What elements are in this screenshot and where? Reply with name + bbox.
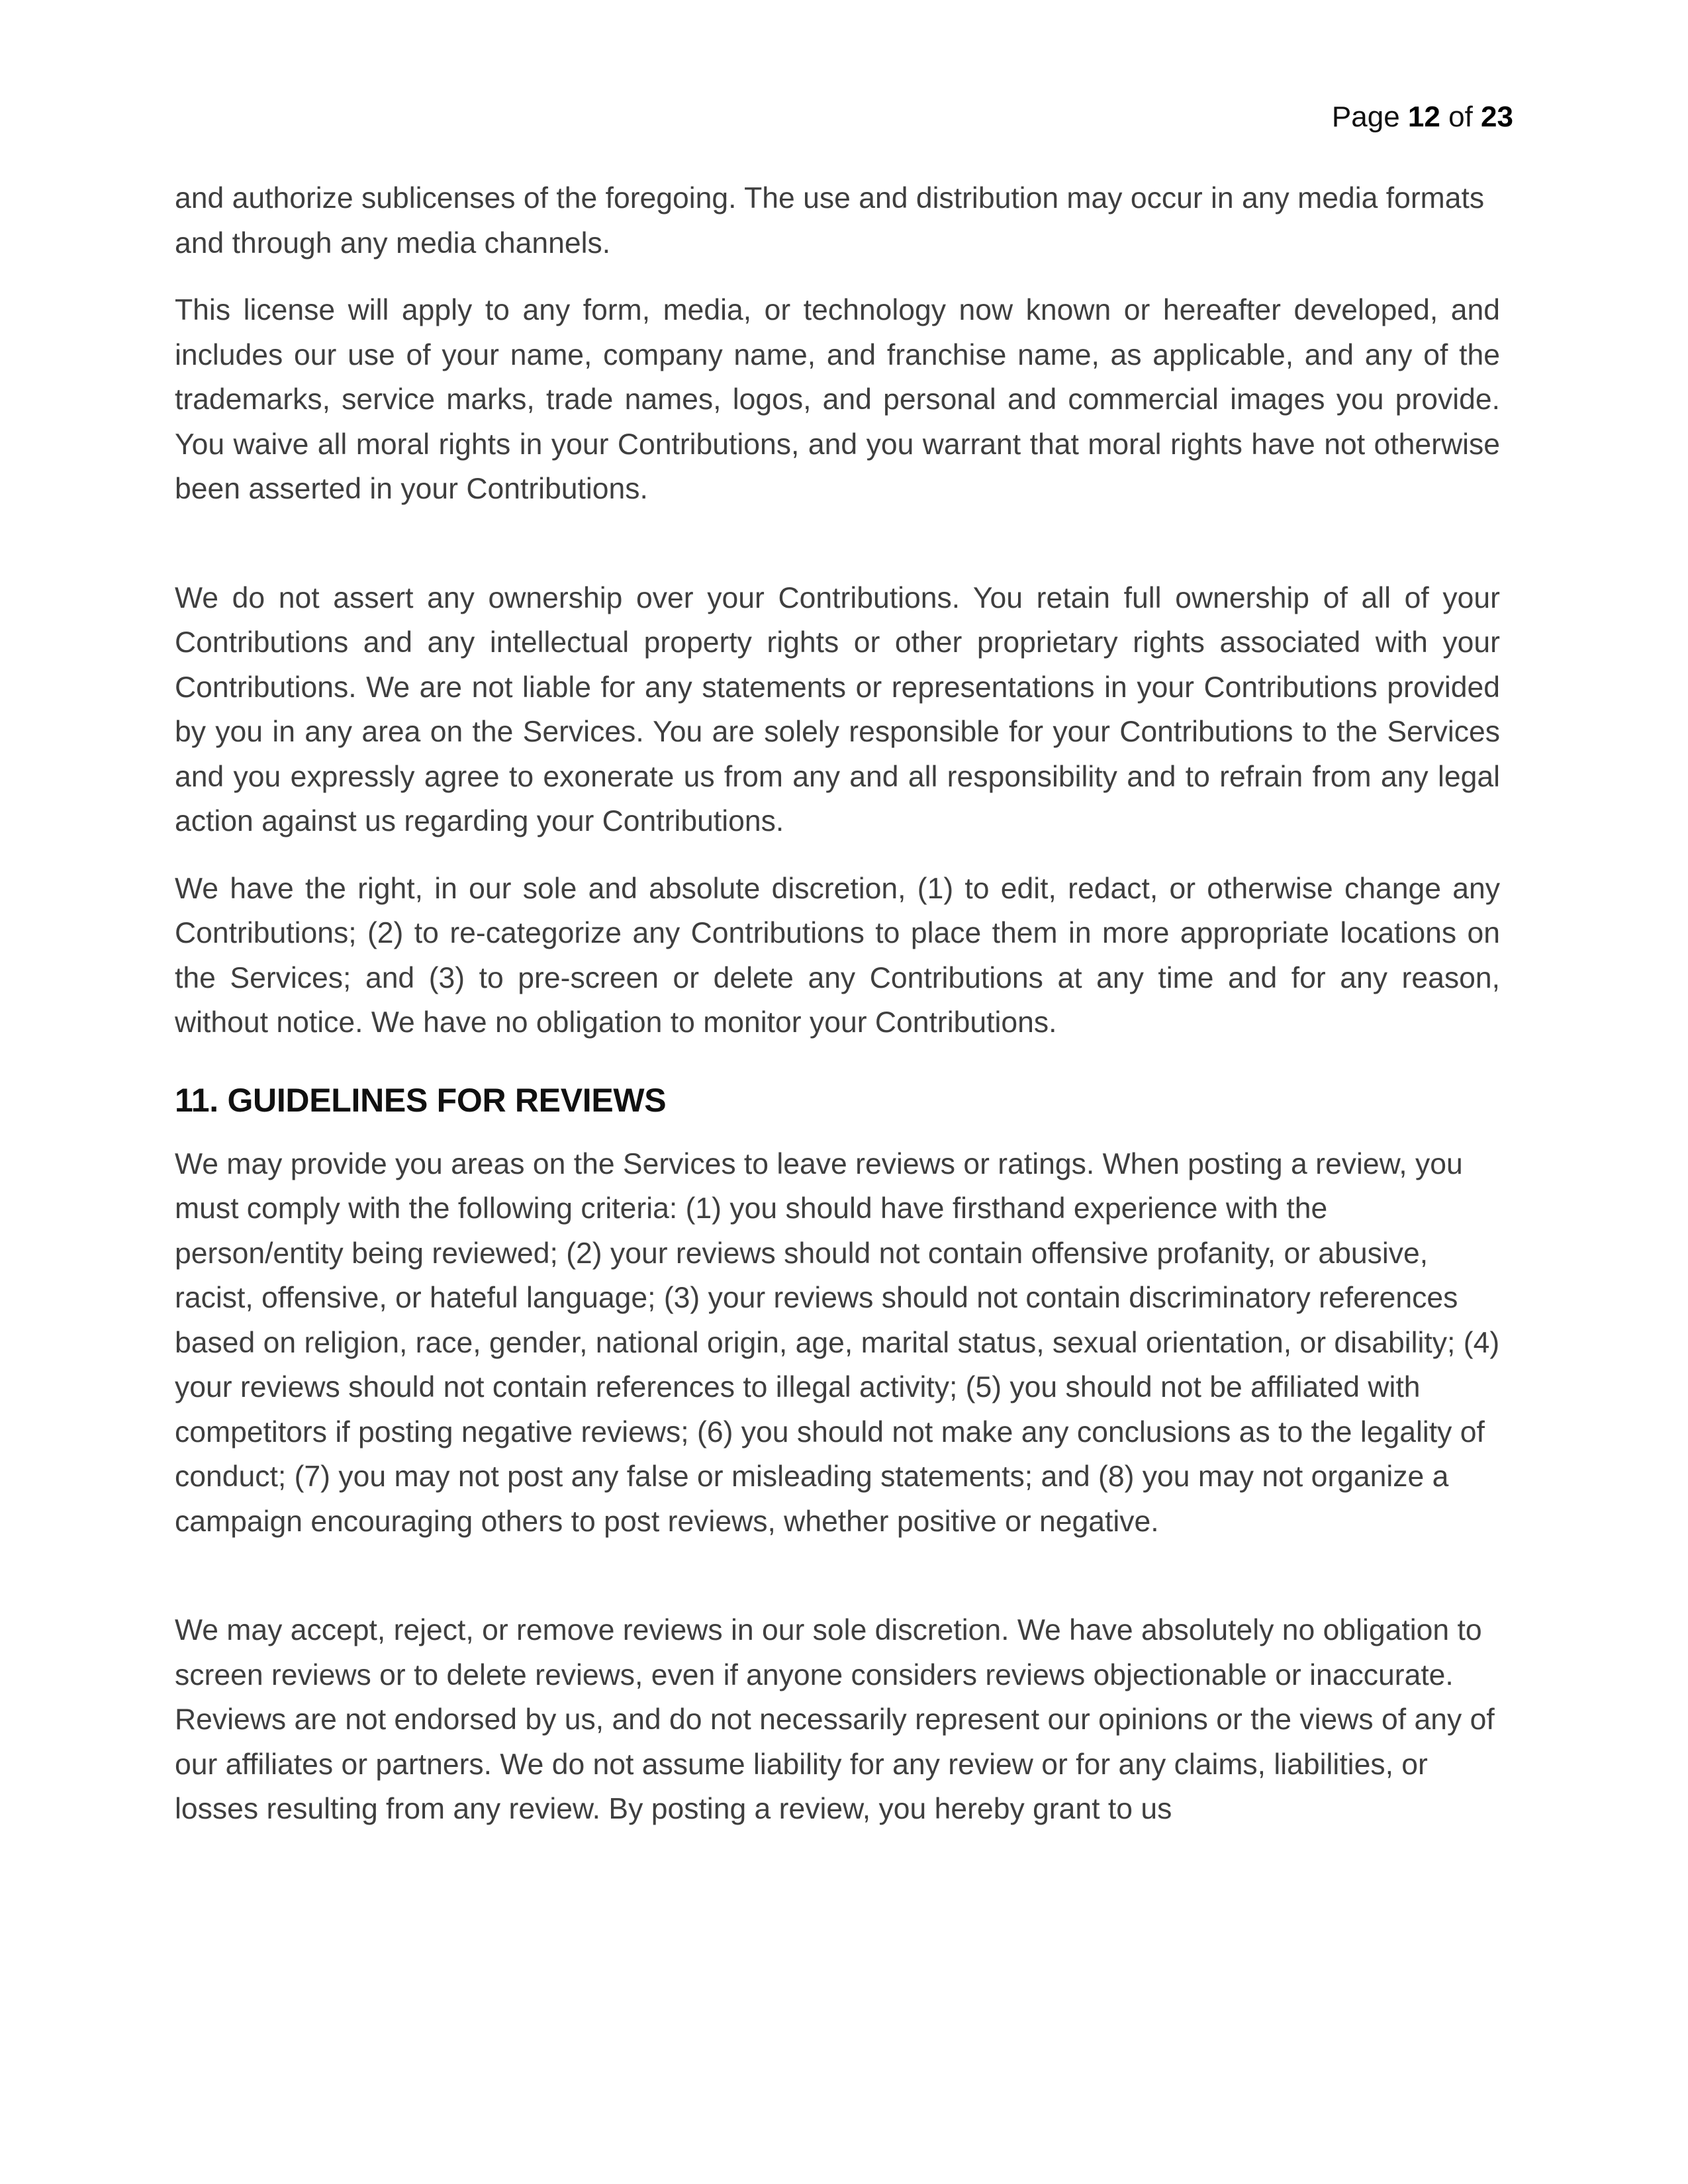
total-pages-number: 23 — [1481, 101, 1513, 133]
current-page-number: 12 — [1407, 101, 1440, 133]
paragraph-contribution-ownership: We do not assert any ownership over your Contributions. You retain full ownership of all of your Contributions and any intellectual property rights or other proprietary rights associated with your Contributions. We are not liable for any statements or representations in your Contributions provided by you in any area on the Services. You are solely responsible for your Contributions to the Services and you expressly agree to exonerate us from any and all responsibility and to refrain from any legal action against us regarding your Contributions. — [175, 581, 1500, 837]
page-label: Page — [1331, 101, 1400, 133]
page-number — [1332, 101, 1513, 134]
page-body — [175, 176, 1500, 1854]
paragraph-spacer — [175, 1566, 1500, 1608]
section-heading-reviews: 11. GUIDELINES FOR REVIEWS — [175, 1081, 667, 1119]
of-label: of — [1448, 101, 1473, 133]
paragraph-right-to-edit: We have the right, in our sole and absolute discretion, (1) to edit, redact, or otherwise change any Contributions; (2) to re-categorize any Contributions to place them in more appropriate locations on the Services; and (3) to pre-screen or delete any Contributions at any time and for any reason, without notice. We have no obligation to monitor your Contributions. — [175, 872, 1500, 1039]
paragraph-spacer — [175, 534, 1500, 576]
paragraph-review-moderation: We may accept, reject, or remove reviews in our sole discretion. We have absolutely no obligation to screen reviews or to delete reviews, even if anyone considers reviews objectionable or inaccurate. Reviews are not endorsed by us, and do not necessarily represent our opinions or the views of any of our affiliates or partners. We do not assume liability for any review or for any claims, liabilities, or losses resulting from any review. By posting a review, you hereby grant to us — [175, 1614, 1495, 1825]
paragraph-review-criteria: We may provide you areas on the Services to leave reviews or ratings. When posting a review, you must comply with the following criteria: (1) you should have firsthand experience with the person/entity being reviewed; (2) your reviews should not contain offensive profanity, or abusive, racist, offensive, or hateful language; (3) your reviews should not contain discriminatory references based on religion, race, gender, national origin, age, marital status, sexual orientation, or disability; (4) your reviews should not contain references to illegal activity; (5) you should not be affiliated with competitors if posting negative reviews; (6) you should not make any conclusions as to the legality of conduct; (7) you may not post any false or misleading statements; and (8) you may not organize a campaign encouraging others to post reviews, whether positive or negative. — [175, 1147, 1500, 1538]
paragraph-sublicense-continuation: and authorize sublicenses of the foregoing. The use and distribution may occur in any media formats and through any media channels. — [175, 182, 1485, 260]
paragraph-license-scope: This license will apply to any form, media, or technology now known or hereafter developed, and includes our use of your name, company name, and franchise name, as applicable, and any of the trademarks, service marks, trade names, logos, and personal and commercial images you provide. You waive all moral rights in your Contributions, and you warrant that moral rights have not otherwise been asserted in your Contributions. — [175, 294, 1500, 505]
